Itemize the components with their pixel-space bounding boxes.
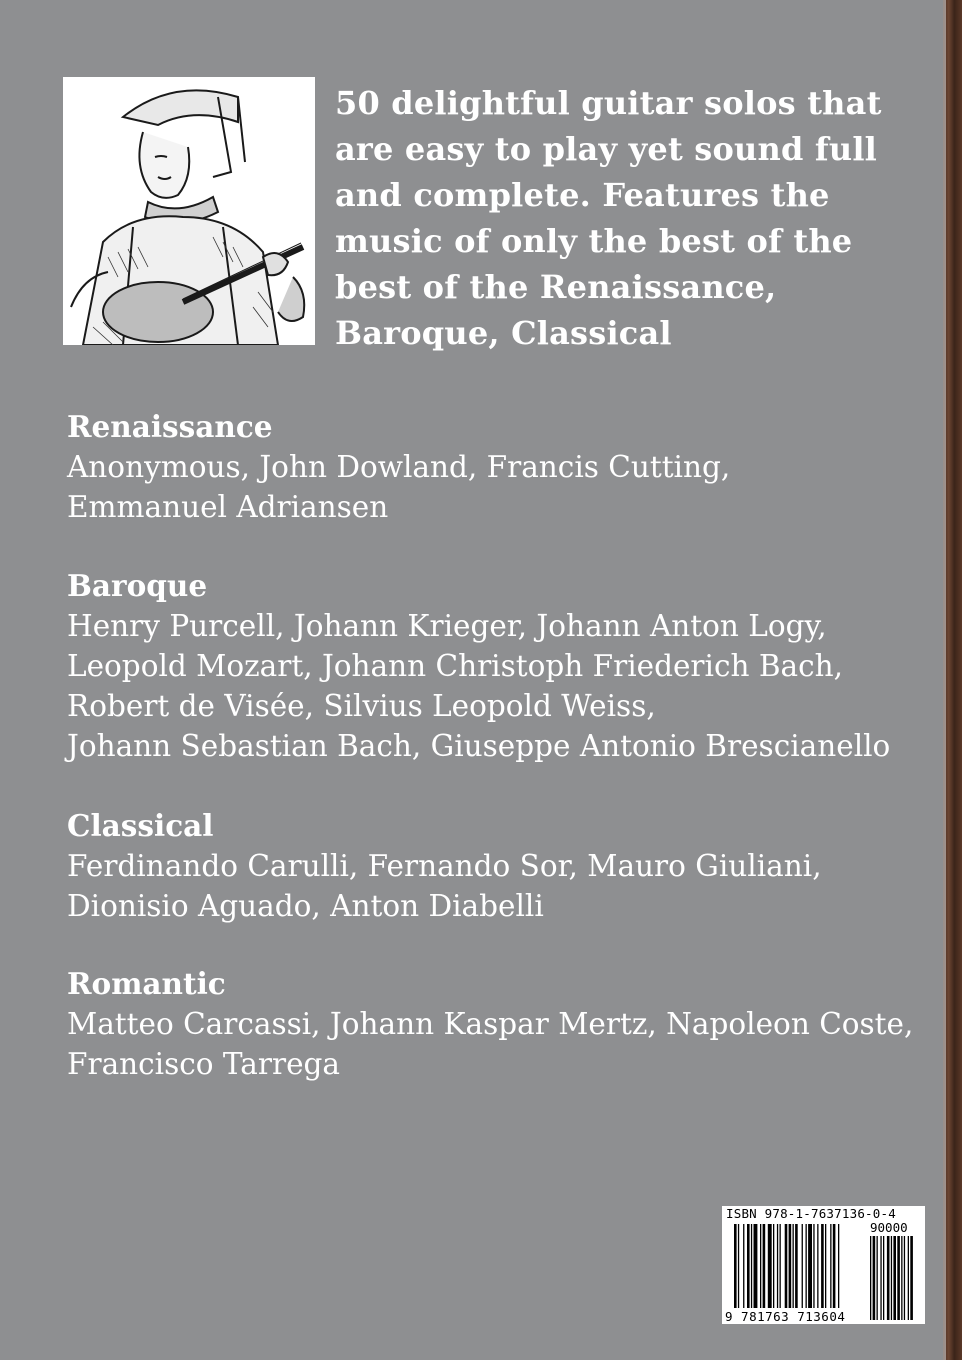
addon-bar — [897, 1236, 900, 1320]
addon-bar — [883, 1236, 884, 1320]
composer-list: Ferdinando Carulli, Fernando Sor, Mauro Giuliani, Dionisio Aguado, Anton Diabelli — [67, 849, 822, 923]
price-addon: 90000 — [870, 1220, 908, 1235]
barcode-digits: 9 781763 713604 — [725, 1309, 846, 1324]
barcode-bar — [825, 1224, 826, 1308]
isbn-barcode — [722, 1206, 925, 1324]
book-spine-edge — [943, 0, 962, 1360]
barcode-bar — [833, 1224, 836, 1308]
barcode-bar — [773, 1224, 774, 1308]
composer-list: Anonymous, John Dowland, Francis Cutting, Emmanuel Adriansen — [67, 450, 731, 524]
barcode-bar — [763, 1224, 766, 1308]
barcode-bar — [777, 1224, 778, 1308]
addon-bar — [873, 1236, 876, 1320]
barcode-bar — [785, 1224, 788, 1308]
lute-player-engraving — [63, 77, 315, 345]
barcode-bar — [751, 1224, 752, 1308]
section-classical — [67, 806, 822, 926]
section-renaissance — [67, 407, 730, 527]
barcode-bar — [830, 1224, 831, 1308]
barcode-bar — [754, 1224, 758, 1308]
blurb-text: 50 delightful guitar solos that are easy to play yet sound full and complete. Features the music of only the best of the best of the Renaissance, Baroque, Classical — [335, 84, 882, 352]
section-heading: Renaissance — [67, 409, 273, 444]
barcode-bar — [789, 1224, 792, 1308]
addon-bar — [880, 1236, 881, 1320]
addon-bar — [893, 1236, 896, 1320]
barcode-bar — [738, 1224, 739, 1308]
composer-list: Matteo Carcassi, Johann Kaspar Mertz, Napoleon Coste, Francisco Tarrega — [67, 1007, 914, 1081]
section-heading: Romantic — [67, 966, 226, 1001]
barcode-bar — [808, 1224, 812, 1308]
section-heading: Classical — [67, 808, 214, 843]
barcode-bar — [821, 1224, 824, 1308]
barcode-bar — [838, 1224, 839, 1308]
barcode-bar — [747, 1224, 750, 1308]
addon-bar — [904, 1236, 905, 1320]
engraving-illustration — [63, 77, 315, 345]
barcode-bar — [760, 1224, 761, 1308]
addon-bar — [908, 1236, 909, 1320]
addon-bar — [891, 1236, 892, 1320]
composer-list: Henry Purcell, Johann Krieger, Johann Anton Logy, Leopold Mozart, Johann Christoph Friederich Bach, Robert de Visée, Silvius Leopold Weiss, Johann Sebastian Bach, Giuseppe Antonio Brescianello — [67, 609, 891, 763]
addon-bar — [877, 1236, 878, 1320]
barcode-bar — [734, 1224, 737, 1308]
addon-bar — [910, 1236, 913, 1320]
barcode-bar — [768, 1224, 772, 1308]
section-romantic — [67, 964, 913, 1084]
addon-bar — [887, 1236, 890, 1320]
section-baroque — [67, 566, 890, 766]
section-heading: Baroque — [67, 568, 208, 603]
isbn-number: ISBN 978-1-7637136-0-4 — [726, 1206, 896, 1221]
barcode-bar — [806, 1224, 807, 1308]
barcode-bar — [780, 1224, 781, 1308]
barcode-bar — [795, 1224, 798, 1308]
barcode-bar — [817, 1224, 818, 1308]
addon-bar — [901, 1236, 902, 1320]
barcode-bar — [793, 1224, 794, 1308]
barcode-bar — [813, 1224, 814, 1308]
addon-bar — [870, 1236, 871, 1320]
barcode-bar — [802, 1224, 803, 1308]
barcode-bar — [743, 1224, 744, 1308]
